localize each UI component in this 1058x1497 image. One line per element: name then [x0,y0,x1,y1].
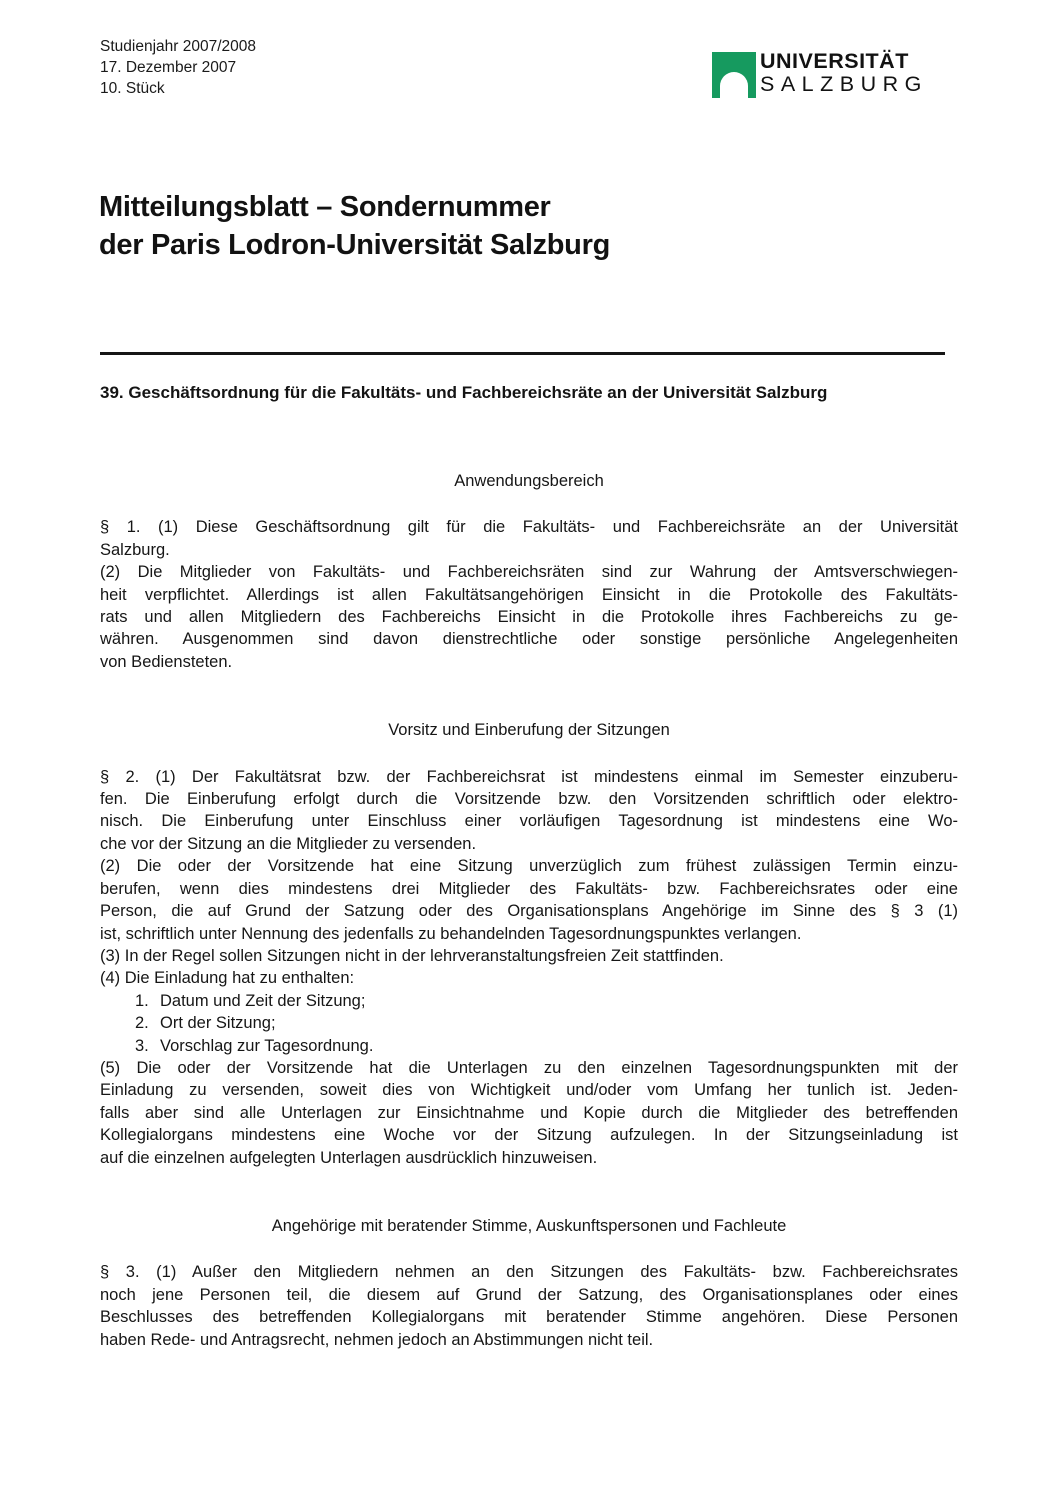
issue-info [100,36,256,99]
paragraph-line: Einladung zu versenden, soweit dies von Wichtigkeit und/oder vom Umfang her tunlich ist. Jeden- [100,1081,958,1100]
paragraph-line: (5) Die oder der Vorsitzende hat die Unterlagen zu den einzelnen Tagesordnungspunkten mit der [100,1058,958,1077]
paragraph [100,1261,958,1351]
paragraph-line: währen. Ausgenommen sind davon dienstrechtliche oder sonstige persönliche Angelegenheiten [100,630,958,649]
paragraph-line: ist, schriftlich unter Nennung des jedenfalls zu behandelnden Tagesordnungspunktes verlangen. [100,924,802,943]
list-item [100,990,958,1012]
ordered-list [100,990,958,1057]
paragraph [100,766,958,990]
document-body [100,462,958,1351]
list-item [100,1035,958,1057]
paragraph-line: falls aber sind alle Unterlagen zur Einsichtnahme und Kopie durch die Mitglieder des betreffenden [100,1103,958,1122]
paragraph-line: Salzburg. [100,540,170,559]
paragraph-line: von Bediensteten. [100,652,233,671]
document-title-line1: Mitteilungsblatt – Sondernummer [99,191,551,223]
paragraph-line: heit verpflichtet. Allerdings ist allen Fakultätsangehörigen Einsicht in die Protokolle des Fakultäts- [100,585,958,604]
paragraph-line: haben Rede- und Antragsrecht, nehmen jedoch an Abstimmungen nicht teil. [100,1330,654,1349]
paragraph-line: (2) Die oder der Vorsitzende hat eine Sitzung unverzüglich zum frühest zulässigen Termin einzu- [100,857,958,876]
subheading: Vorsitz und Einberufung der Sitzungen [388,721,670,740]
paragraph-line: (2) Die Mitglieder von Fakultäts- und Fachbereichsräten sind zur Wahrung der Amtsverschwiegen- [100,563,958,582]
logo-salzburg-label: SALZBURG [760,72,928,96]
paragraph-line: (4) Die Einladung hat zu enthalten: [100,969,355,988]
list-item-number: 1. [135,991,149,1010]
paragraph-line: berufen, wenn dies mindestens drei Mitglieder des Fakultäts- bzw. Fachbereichsrates oder eine [100,879,958,898]
paragraph-line: che vor der Sitzung an die Mitglieder zu versenden. [100,834,477,853]
paragraph-line: § 1. (1) Diese Geschäftsordnung gilt für die Fakultäts- und Fachbereichsräte an der Universität [100,518,958,537]
paragraph-line: § 3. (1) Außer den Mitgliedern nehmen an den Sitzungen des Fakultäts- bzw. Fachbereichsrates [100,1263,958,1282]
list-item-number: 3. [135,1036,149,1055]
paragraph-line: fen. Die Einberufung erfolgt durch die Vorsitzende bzw. den Vorsitzenden schriftlich oder elektro- [100,790,958,809]
document-title [99,188,610,264]
paragraph-line: auf die einzelnen aufgelegten Unterlagen ausdrücklich hinzuweisen. [100,1148,598,1167]
paragraph-line: § 2. (1) Der Fakultätsrat bzw. der Fachbereichsrat ist mindestens einmal im Semester einzuberu- [100,767,958,786]
subheading: Anwendungsbereich [454,472,604,490]
list-item-text: Ort der Sitzung; [160,1014,276,1033]
paragraph-line: Beschlusses des betreffenden Kollegialorgans mit beratender Stimme angehören. Diese Personen [100,1308,958,1327]
logo-arch-icon [720,72,748,98]
paragraph [100,516,958,673]
issue-studienjahr: Studienjahr 2007/2008 [100,38,256,55]
issue-date: 17. Dezember 2007 [100,59,237,76]
paragraph-line: Kollegialorgans mindestens eine Woche vor der Sitzung aufzulegen. In der Sitzungseinladung ist [100,1126,958,1145]
paragraph-line: noch jene Personen teil, die diesem auf Grund der Satzung, des Organisationsplanes oder eines [100,1285,958,1304]
divider-rule [100,352,945,355]
paragraph-line: (3) In der Regel sollen Sitzungen nicht in der lehrveranstaltungsfreien Zeit stattfinden. [100,946,724,965]
document-title-line2: der Paris Lodron-Universität Salzburg [99,229,610,261]
logo-university-label: UNIVERSITÄT [760,49,909,73]
issue-number: 10. Stück [100,80,165,97]
paragraph-line: rats und allen Mitgliedern des Fachbereichs Einsicht in die Protokolle ihres Fachbereichs zu ge- [100,608,958,627]
list-item-number: 2. [135,1014,149,1033]
logo-text [760,50,928,96]
list-item-text: Datum und Zeit der Sitzung; [160,991,366,1010]
section-heading: 39. Geschäftsordnung für die Fakultäts- und Fachbereichsräte an der Universität Salzburg [100,383,828,402]
subheading: Angehörige mit beratender Stimme, Auskunftspersonen und Fachleute [271,1216,787,1235]
paragraph [100,1057,958,1169]
list-item-text: Vorschlag zur Tagesordnung. [160,1036,374,1055]
list-item [100,1012,958,1034]
paragraph-line: Person, die auf Grund der Satzung oder des Organisationsplans Angehörige im Sinne des § 3 (1) [100,902,958,921]
paragraph-line: nisch. Die Einberufung unter Einschluss einer vorläufigen Tagesordnung ist mindestens eine Wo- [100,812,958,831]
logo-mark [712,52,756,98]
